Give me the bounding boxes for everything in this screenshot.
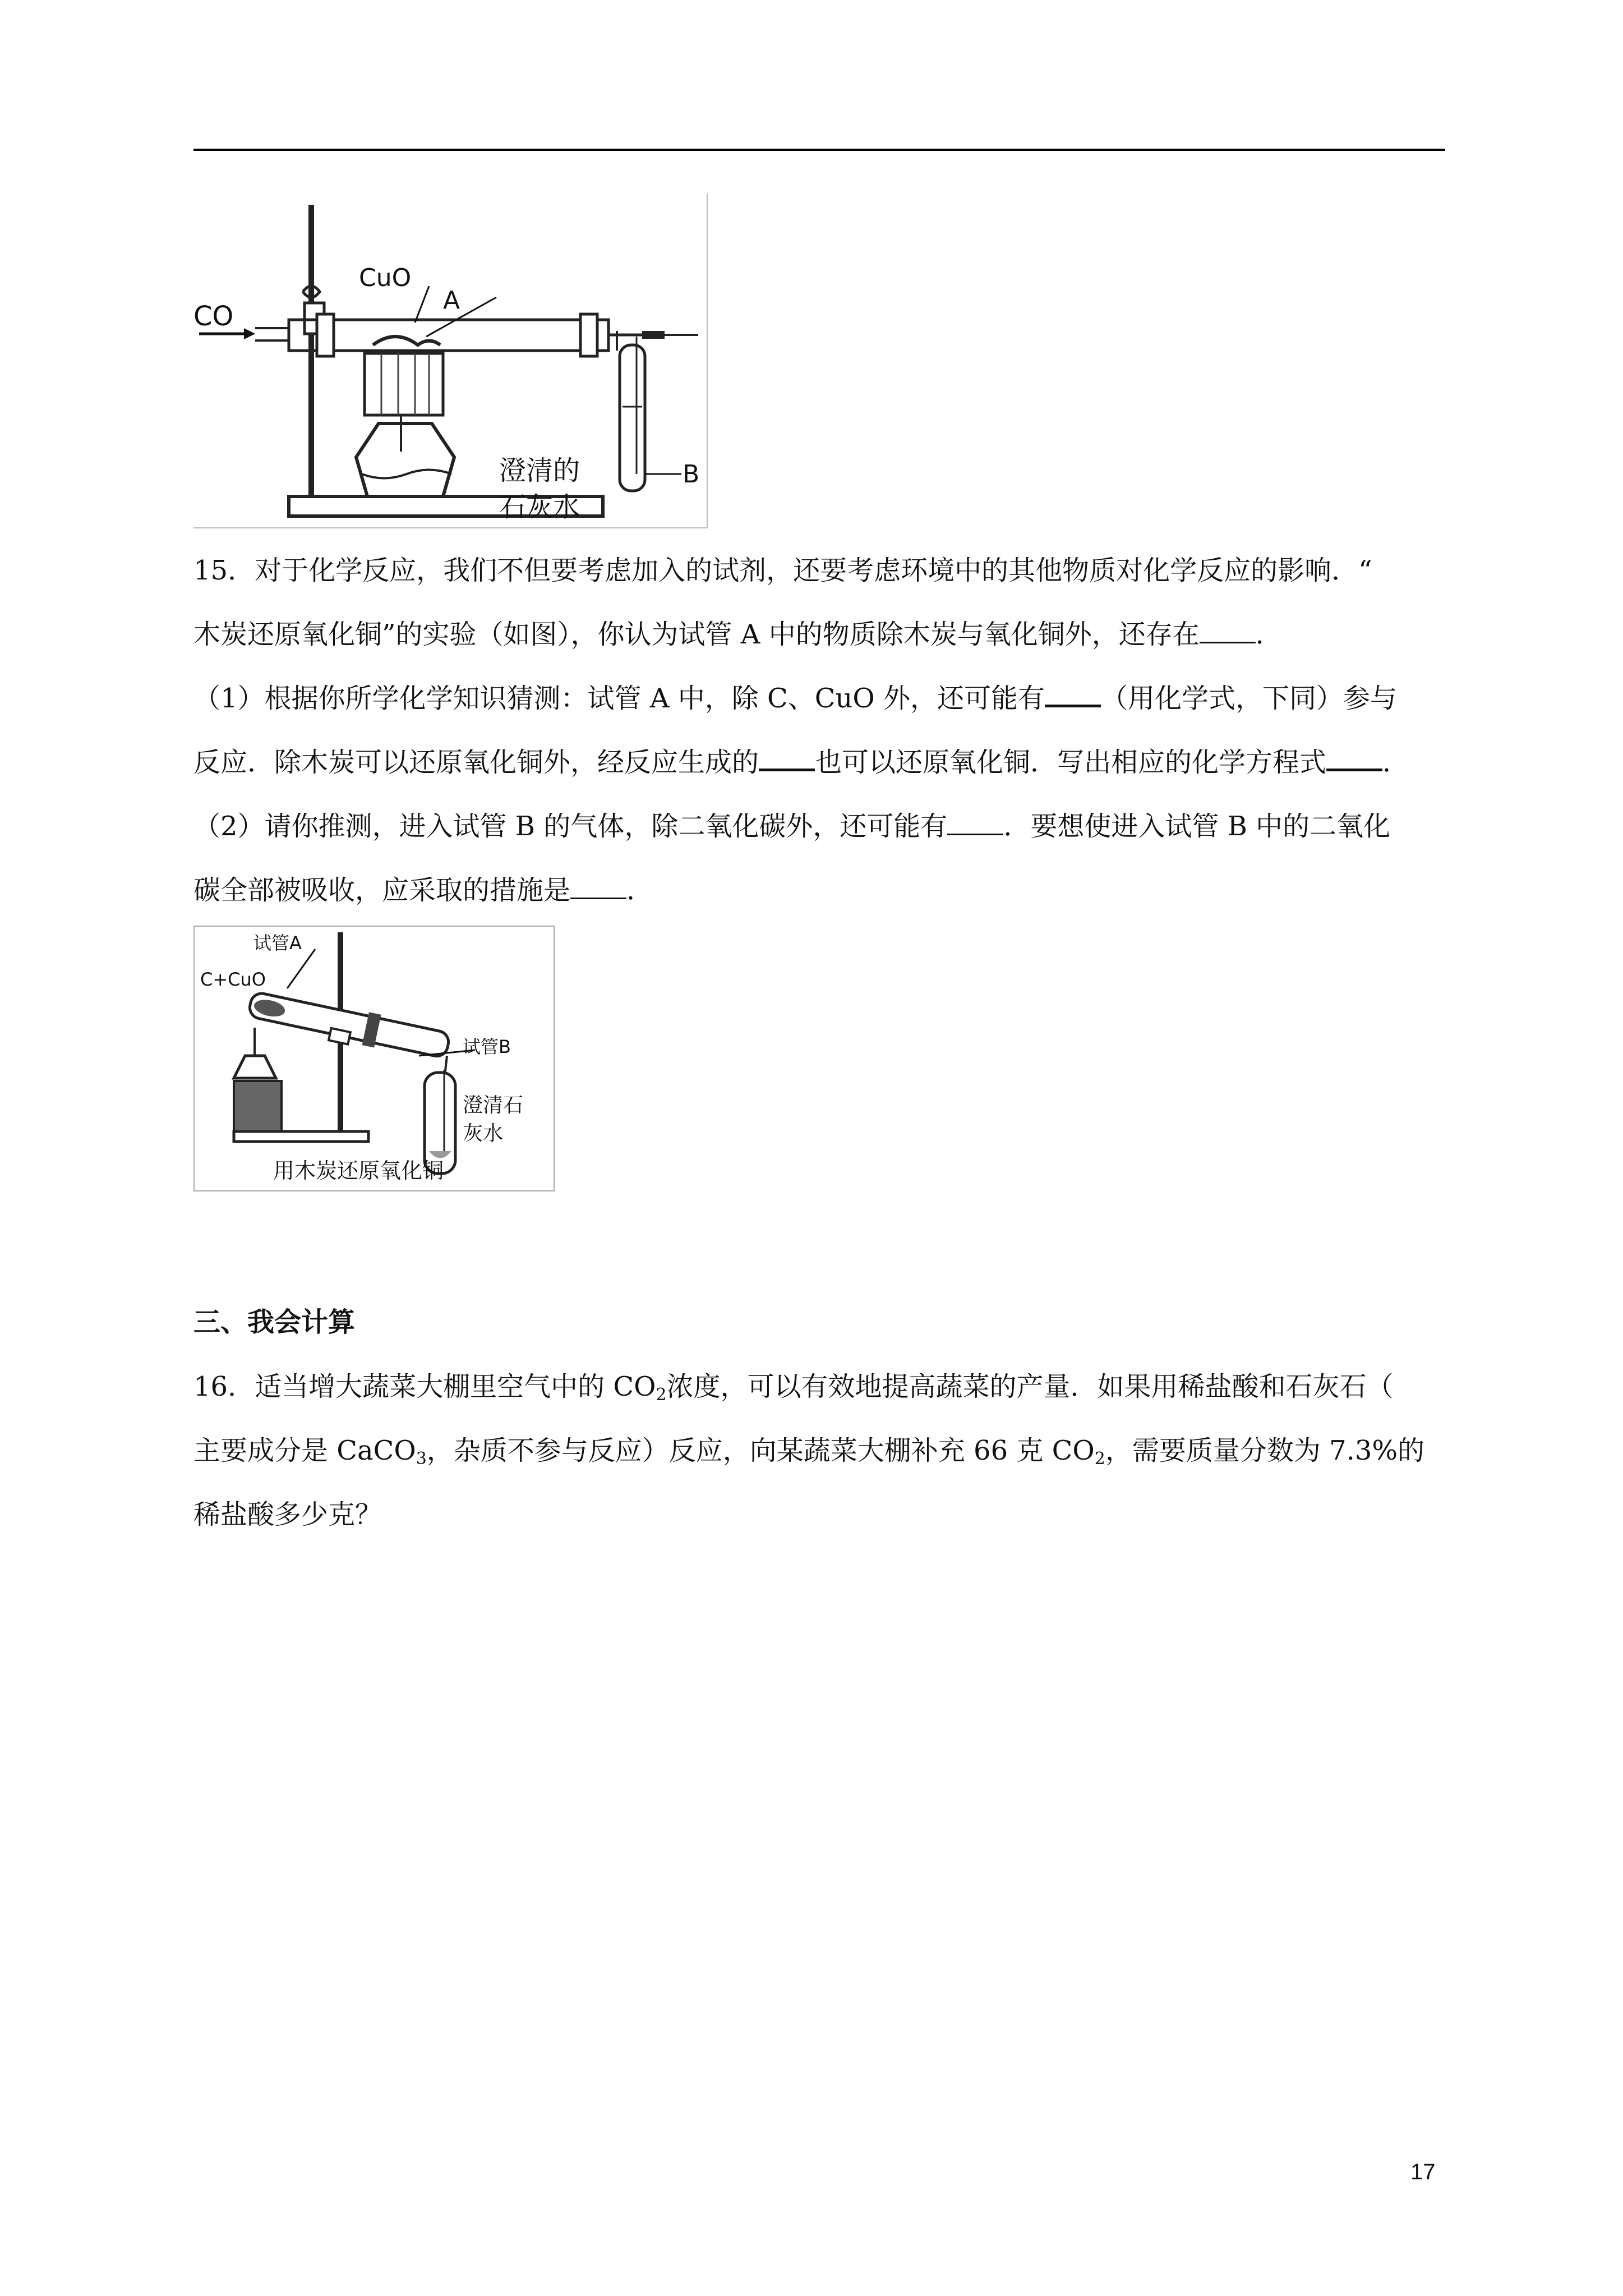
q16-line-1-end: 浓度，可以有效地提高蔬菜的产量．如果用稀盐酸和石灰石（ bbox=[666, 1371, 1394, 1402]
answer-blank[interactable] bbox=[759, 747, 815, 771]
q15-line-5 bbox=[193, 794, 1445, 858]
q15-line-4-end: ． bbox=[1382, 747, 1410, 778]
q15-line-3-end: （用化学式，下同）参与 bbox=[1100, 683, 1397, 714]
figure-caption: 用木炭还原氧化铜 bbox=[273, 1158, 444, 1183]
subscript: 2 bbox=[1094, 1449, 1105, 1469]
section-title: 三、我会计算 bbox=[193, 1306, 356, 1338]
q15-line-5-text: （2）请你推测，进入试管 B 的气体，除二氧化碳外，还可能有 bbox=[193, 811, 948, 842]
limewater-label-2: 灰水 bbox=[463, 1122, 504, 1145]
limewater-label-1: 澄清的 bbox=[499, 455, 580, 486]
q15-line-1: 15．对于化学反应，我们不但要考虑加入的试剂，还要考虑环境中的其他物质对化学反应的影响．“ bbox=[193, 555, 1372, 586]
q15-line-4 bbox=[193, 730, 1445, 794]
q16-line-2 bbox=[193, 1419, 1445, 1483]
q16-line-2-mid: ，杂质不参与反应）反应，向某蔬菜大棚补充 66 克 CO bbox=[426, 1435, 1095, 1466]
tube-b-label: 试管B bbox=[463, 1036, 511, 1057]
subscript: 3 bbox=[416, 1449, 427, 1469]
limewater-label-1: 澄清石 bbox=[463, 1094, 524, 1117]
q15-line-6-text: 碳全部被吸收，应采取的措施是 bbox=[193, 875, 571, 906]
answer-blank[interactable] bbox=[570, 876, 626, 899]
q16-line-2-end: ，需要质量分数为 7.3%的 bbox=[1105, 1435, 1425, 1466]
question-16 bbox=[193, 1355, 1445, 1547]
q15-line-4-mid: 也可以还原氧化铜．写出相应的化学方程式 bbox=[815, 747, 1327, 778]
tube-a-label: 试管A bbox=[253, 932, 302, 954]
q16-line-2-text: 主要成分是 CaCO bbox=[193, 1435, 416, 1466]
q15-line-2-text: 木炭还原氧化铜”的实验（如图），你认为试管 A 中的物质除木炭与氧化铜外，还存在 bbox=[193, 619, 1200, 650]
q15-line-2 bbox=[193, 602, 1445, 666]
apparatus-figure-carbon-cuo bbox=[193, 926, 555, 1191]
co-label: CO bbox=[193, 301, 234, 332]
q15-line-6 bbox=[193, 858, 1445, 922]
q15-line-3 bbox=[193, 666, 1445, 730]
answer-blank[interactable] bbox=[1200, 620, 1256, 643]
subscript: 2 bbox=[656, 1385, 667, 1405]
q15-line-2-end: ． bbox=[1255, 619, 1283, 650]
question-15 bbox=[193, 539, 1445, 922]
tube-b-label: B bbox=[683, 460, 700, 489]
q15-line-6-end: ． bbox=[626, 875, 654, 906]
answer-blank[interactable] bbox=[1326, 747, 1382, 771]
answer-blank[interactable] bbox=[947, 812, 1003, 835]
cuo-label: CuO bbox=[359, 264, 412, 292]
tube-a-label: A bbox=[443, 286, 460, 315]
q16-line-1-text: 16．适当增大蔬菜大棚里空气中的 CO bbox=[193, 1371, 656, 1402]
q16-line-3: 稀盐酸多少克？ bbox=[193, 1499, 382, 1530]
q15-line-4-text: 反应．除木炭可以还原氧化铜外，经反应生成的 bbox=[193, 747, 759, 778]
q15-line-5-end: ．要想使进入试管 B 中的二氧化 bbox=[1003, 811, 1391, 842]
header-rule bbox=[193, 149, 1445, 151]
apparatus-figure-co-cuo bbox=[193, 194, 708, 528]
answer-blank[interactable] bbox=[1045, 683, 1101, 707]
page-number: 17 bbox=[1410, 2160, 1436, 2184]
limewater-label-2: 石灰水 bbox=[499, 491, 580, 523]
reactants-label: C+CuO bbox=[200, 969, 266, 990]
q15-line-3-text: （1）根据你所学化学知识猜测：试管 A 中，除 C、CuO 外，还可能有 bbox=[193, 683, 1045, 714]
q16-line-1 bbox=[193, 1355, 1445, 1419]
